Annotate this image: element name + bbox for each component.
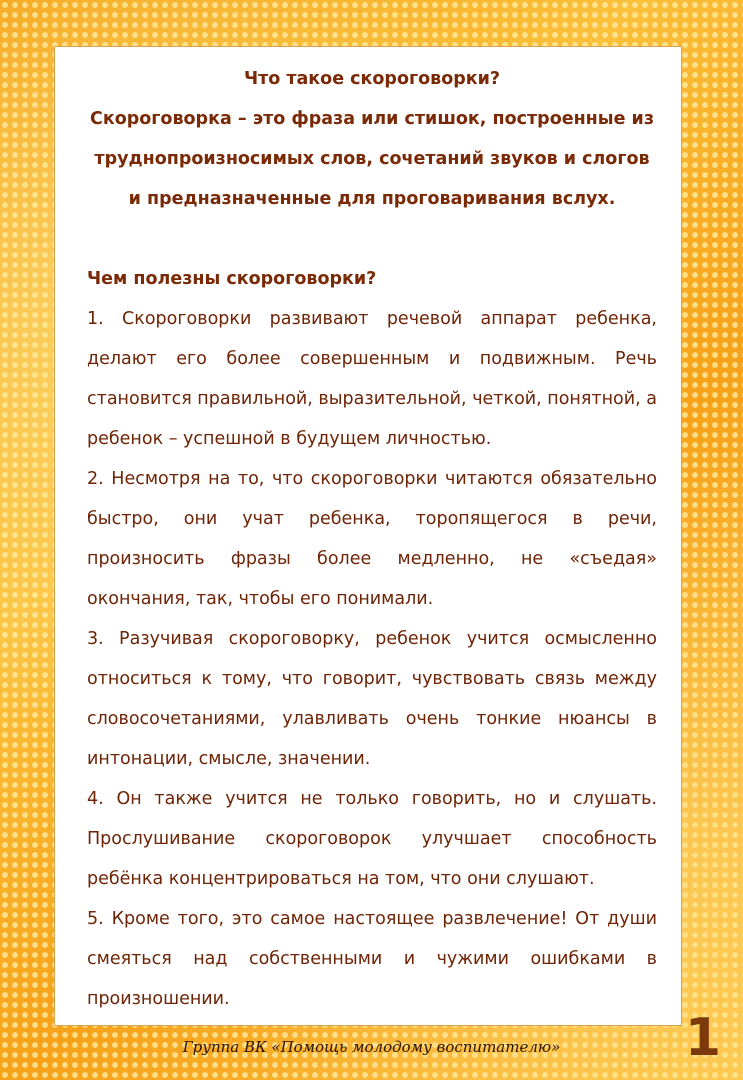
definition-text: Скороговорка – это фраза или стишок, построенные из труднопроизносимых слов, сочетаний звуков и слогов и предназначенные для проговаривания вслух. xyxy=(90,109,654,209)
benefit-item-1: 1. Скороговорки развивают речевой аппарат ребенка, делают его более совершенным и подвижным. Речь становится правильной, выразительной, четкой, понятной, а ребенок – успешной в будущем личностью. xyxy=(87,309,657,449)
footer-credit: Группа ВК «Помощь молодому воспитателю» xyxy=(182,1038,561,1056)
benefit-item-2: 2. Несмотря на то, что скороговорки читаются обязательно быстро, они учат ребенка, торопящегося в речи, произносить фразы более медленно, не «съедая» окончания, так, чтобы его понимали. xyxy=(87,469,657,609)
page-number: 1 xyxy=(684,1008,721,1068)
benefit-item-3: 3. Разучивая скороговорку, ребенок учится осмысленно относиться к тому, что говорит, чувствовать связь между словосочетаниями, улавливать очень тонкие нюансы в интонации, смысле, значении. xyxy=(87,629,657,769)
article-body xyxy=(87,59,657,1019)
benefits-heading: Чем полезны скороговорки? xyxy=(87,269,377,289)
article-title: Что такое скороговорки? xyxy=(243,69,501,89)
benefit-item-5: 5. Кроме того, это самое настоящее развлечение! От души смеяться над собственными и чужими ошибками в произношении. xyxy=(87,909,657,1009)
benefit-item-4: 4. Он также учится не только говорить, но и слушать. Прослушивание скороговорок улучшает способность ребёнка концентрироваться на том, что они слушают. xyxy=(87,789,657,889)
spacer xyxy=(87,219,657,259)
content-card xyxy=(54,46,682,1026)
